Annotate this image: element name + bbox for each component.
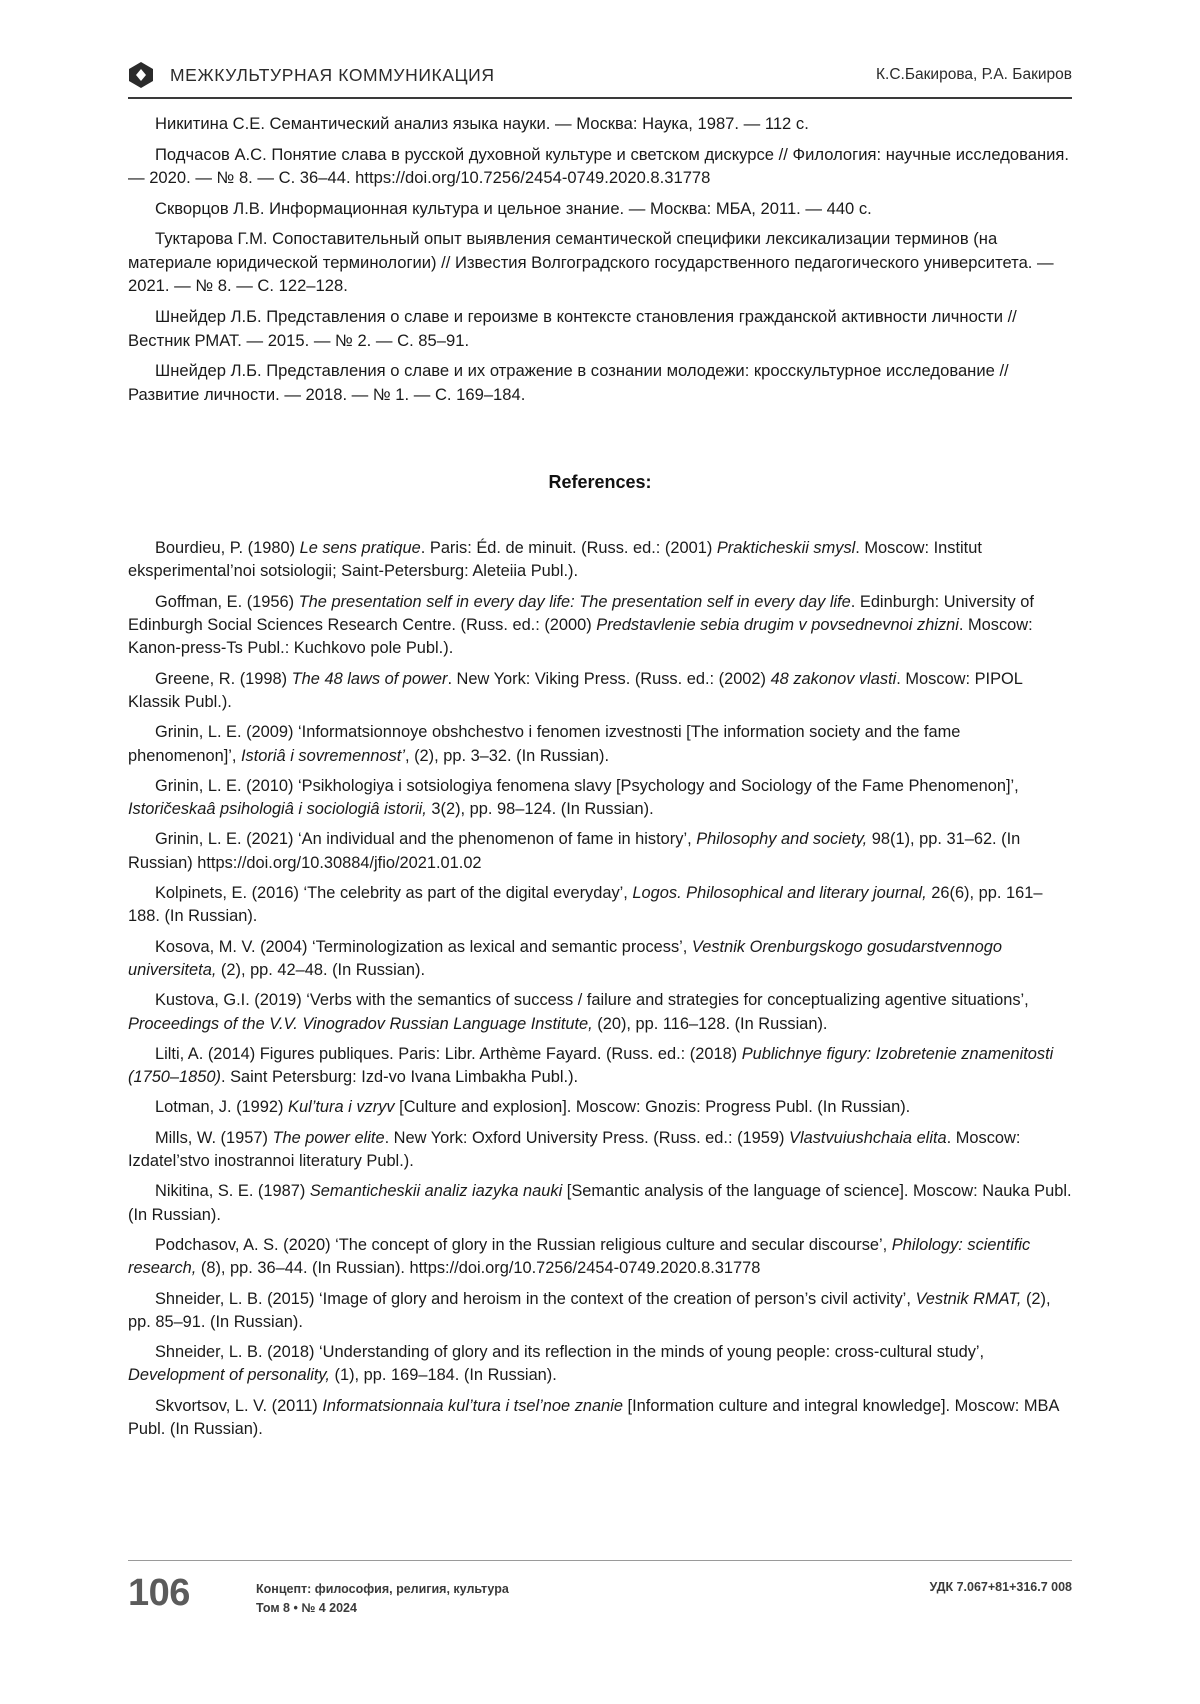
reference-item xyxy=(128,936,1072,983)
reference-text: . Moscow: Institut eksperimental’noi sotsiologii; Saint-Petersburg: Aleteiia Publ.). xyxy=(128,539,982,581)
reference-text: (1), pp. 169–184. (In Russian). xyxy=(329,1366,557,1385)
reference-item xyxy=(128,882,1072,929)
russian-reference-list xyxy=(128,112,1072,406)
footer-udc: УДК 7.067+81+316.7 008 xyxy=(929,1580,1072,1594)
reference-text: . Moscow: Kanon-press-Ts Publ.: Kuchkovo pole Publ.). xyxy=(128,616,1033,658)
reference-text: Skvortsov, L. V. (2011) xyxy=(155,1396,323,1415)
reference-item: Подчасов А.С. Понятие слава в русской духовной культуре и светском дискурсе // Филология: научные исследования. — 2020. — № 8. — С. 36–44. https://doi.org/10.7256/2454-0749.2020.8.31778 xyxy=(128,144,1069,188)
reference-text: Lotman, J. (1992) xyxy=(155,1098,289,1117)
reference-text: Greene, R. (1998) xyxy=(155,669,292,688)
reference-title-italic: Istoriâ i sovremennost’ xyxy=(241,746,405,765)
reference-title-italic: Kul’tura i vzryv xyxy=(288,1098,395,1117)
header-authors: К.С.Бакирова, Р.А. Бакиров xyxy=(876,66,1072,83)
references-heading-wrap xyxy=(128,472,1072,493)
reference-title-italic: Vestnik RMAT, xyxy=(915,1289,1022,1308)
reference-item xyxy=(128,1043,1072,1090)
reference-item: Никитина С.Е. Семантический анализ языка науки. — Москва: Наука, 1987. — 112 с. xyxy=(155,114,809,133)
reference-item: Туктарова Г.М. Сопоставительный опыт выявления семантической специфики лексикализации терминов (на материале юридической терминологии) // Известия Волгоградского государственного педагогического университета. — 2021. — № 8. — С. 122–128. xyxy=(128,229,1054,296)
reference-text: 3(2), pp. 98–124. (In Russian). xyxy=(426,800,654,819)
reference-item: Шнейдер Л.Б. Представления о славе и героизме в контексте становления гражданской активности личности // Вестник РМАТ. — 2015. — № 2. — С. 85–91. xyxy=(128,306,1017,350)
reference-item xyxy=(128,537,1072,584)
footer-journal-title: Концепт: философия, религия, культура xyxy=(256,1582,509,1596)
reference-text: Shneider, L. B. (2018) ‘Understanding of glory and its reflection in the minds of young people: cross-cultural study’, xyxy=(155,1343,985,1362)
reference-item xyxy=(128,1395,1072,1442)
reference-text: . Saint Petersburg: Izd-vo Ivana Limbakha Publ.). xyxy=(220,1068,579,1087)
reference-text: Grinin, L. E. (2010) ‘Psikhologiya i sotsiologiya fenomena slavy [Psychology and Sociology of the Fame Phenomenon]’, xyxy=(155,776,1019,795)
reference-text: Nikitina, S. E. (1987) xyxy=(155,1182,310,1201)
reference-item: Шнейдер Л.Б. Представления о славе и их отражение в сознании молодежи: кросскультурное исследование // Развитие личности. — 2018. — № 1. — С. 169–184. xyxy=(128,361,1009,404)
reference-text: Kustova, G.I. (2019) ‘Verbs with the semantics of success / failure and strategies for conceptualizing agentive situations’, xyxy=(155,991,1029,1010)
hexagon-diamond-icon xyxy=(128,61,154,89)
reference-title-italic: Le sens pratique xyxy=(299,539,421,558)
footer-journal-info xyxy=(256,1580,509,1618)
reference-text: Kolpinets, E. (2016) ‘The celebrity as part of the digital everyday’, xyxy=(155,884,633,903)
reference-text: Shneider, L. B. (2015) ‘Image of glory and heroism in the context of the creation of person’s civil activity’, xyxy=(155,1289,916,1308)
reference-text: Grinin, L. E. (2009) ‘Informatsionnoye obshchestvo i fenomen izvestnosti [The information society and the fame phenomenon]’, xyxy=(128,723,961,765)
reference-title-italic: Predstavlenie sebia drugim v povsednevnoi zhizni xyxy=(596,616,959,635)
reference-text: , (2), pp. 3–32. (In Russian). xyxy=(404,746,610,765)
reference-text: . Paris: Éd. de minuit. (Russ. ed.: (2001) xyxy=(420,539,717,558)
page-number: 106 xyxy=(128,1572,190,1614)
english-reference-list xyxy=(128,537,1072,1441)
reference-text: Mills, W. (1957) xyxy=(155,1128,273,1147)
reference-text: [Semantic analysis of the language of science]. Moscow: Nauka Publ. (In Russian). xyxy=(128,1182,1072,1224)
page-content xyxy=(128,112,1072,1441)
reference-text: [Culture and explosion]. Moscow: Gnozis: Progress Publ. (In Russian). xyxy=(394,1098,911,1117)
reference-title-italic: Development of personality, xyxy=(128,1366,330,1385)
reference-title-italic: Vlastvuiushchaia elita xyxy=(789,1128,947,1147)
header-left-group xyxy=(128,61,495,89)
reference-item: Скворцов Л.В. Информационная культура и цельное знание. — Москва: МБА, 2011. — 440 с. xyxy=(155,198,872,218)
reference-text: [Information culture and integral knowledge]. Moscow: MBA Publ. (In Russian). xyxy=(128,1396,1059,1438)
reference-text: Grinin, L. E. (2021) ‘An individual and the phenomenon of fame in history’, xyxy=(155,830,697,849)
reference-item xyxy=(128,1341,1072,1388)
header-divider xyxy=(128,97,1072,99)
reference-item xyxy=(128,828,1072,875)
reference-text: (20), pp. 116–128. (In Russian). xyxy=(592,1014,828,1033)
footer-journal-issue: Том 8 • № 4 2024 xyxy=(256,1600,357,1615)
reference-title-italic: The power elite xyxy=(272,1128,385,1147)
reference-text: . Moscow: PIPOL Klassik Publ.). xyxy=(128,669,1023,711)
reference-text: Lilti, A. (2014) Figures publiques. Paris: Libr. Arthème Fayard. (Russ. ed.: (2018) xyxy=(155,1044,742,1063)
reference-title-italic: Proceedings of the V.V. Vinogradov Russian Language Institute, xyxy=(128,1014,593,1033)
reference-title-italic: Publichnye figury: Izobretenie znamenitosti (1750–1850) xyxy=(128,1044,1054,1087)
reference-title-italic: Vestnik Orenburgskogo gosudarstvennogo universiteta, xyxy=(128,937,1003,979)
reference-item xyxy=(128,1288,1072,1335)
reference-title-italic: The 48 laws of power xyxy=(291,669,448,688)
section-title: МЕЖКУЛЬТУРНАЯ КОММУНИКАЦИЯ xyxy=(170,64,495,85)
footer-divider xyxy=(128,1560,1072,1561)
reference-title-italic: Logos. Philosophical and literary journal, xyxy=(632,884,927,903)
reference-title-italic: Philosophy and society, xyxy=(696,830,868,849)
reference-text: Podchasov, A. S. (2020) ‘The concept of glory in the Russian religious culture and secular discourse’, xyxy=(155,1235,892,1254)
reference-text: (8), pp. 36–44. (In Russian). https://doi.org/10.7256/2454-0749.2020.8.31778 xyxy=(196,1259,761,1278)
reference-item xyxy=(128,775,1072,822)
reference-text: 98(1), pp. 31–62. (In Russian) https://doi.org/10.30884/jfio/2021.01.02 xyxy=(128,830,1021,872)
reference-text: (2), pp. 42–48. (In Russian). xyxy=(216,960,426,979)
reference-item xyxy=(128,591,1072,661)
reference-item xyxy=(128,989,1072,1036)
page-header xyxy=(128,55,1072,101)
reference-text: Kosova, M. V. (2004) ‘Terminologization as lexical and semantic process’, xyxy=(155,937,692,956)
reference-text: (2), pp. 85–91. (In Russian). xyxy=(128,1289,1051,1331)
reference-item xyxy=(128,668,1072,715)
reference-item xyxy=(128,1234,1072,1281)
reference-title-italic: Istoričeskaâ psihologiâ i sociologiâ istorii, xyxy=(128,800,427,819)
reference-item xyxy=(128,1096,1072,1119)
reference-title-italic: Informatsionnaia kul’tura i tsel’noe znanie xyxy=(322,1396,623,1415)
reference-title-italic: Semanticheskii analiz iazyka nauki xyxy=(309,1182,563,1201)
reference-text: . New York: Viking Press. (Russ. ed.: (2002) xyxy=(447,669,771,688)
reference-text: Bourdieu, P. (1980) xyxy=(155,539,300,558)
reference-text: . Moscow: Izdatel’stvo inostrannoi literatury Publ.). xyxy=(128,1128,1021,1171)
reference-text: Goffman, E. (1956) xyxy=(155,592,299,611)
reference-title-italic: 48 zakonov vlasti xyxy=(770,669,897,688)
reference-item xyxy=(128,1180,1072,1227)
reference-title-italic: The presentation self in every day life: The presentation self in every day life xyxy=(298,592,851,611)
reference-title-italic: Philology: scientific research, xyxy=(128,1235,1031,1278)
reference-title-italic: Prakticheskii smysl xyxy=(716,539,856,558)
reference-text: . Edinburgh: University of Edinburgh Social Sciences Research Centre. (Russ. ed.: (2000) xyxy=(128,592,1034,635)
reference-item xyxy=(128,1127,1072,1174)
reference-item xyxy=(128,721,1072,768)
page-footer xyxy=(128,1560,1072,1630)
reference-text: 26(6), pp. 161–188. (In Russian). xyxy=(128,884,1043,926)
references-heading: References: xyxy=(548,472,652,493)
reference-text: . New York: Oxford University Press. (Russ. ed.: (1959) xyxy=(384,1128,790,1147)
